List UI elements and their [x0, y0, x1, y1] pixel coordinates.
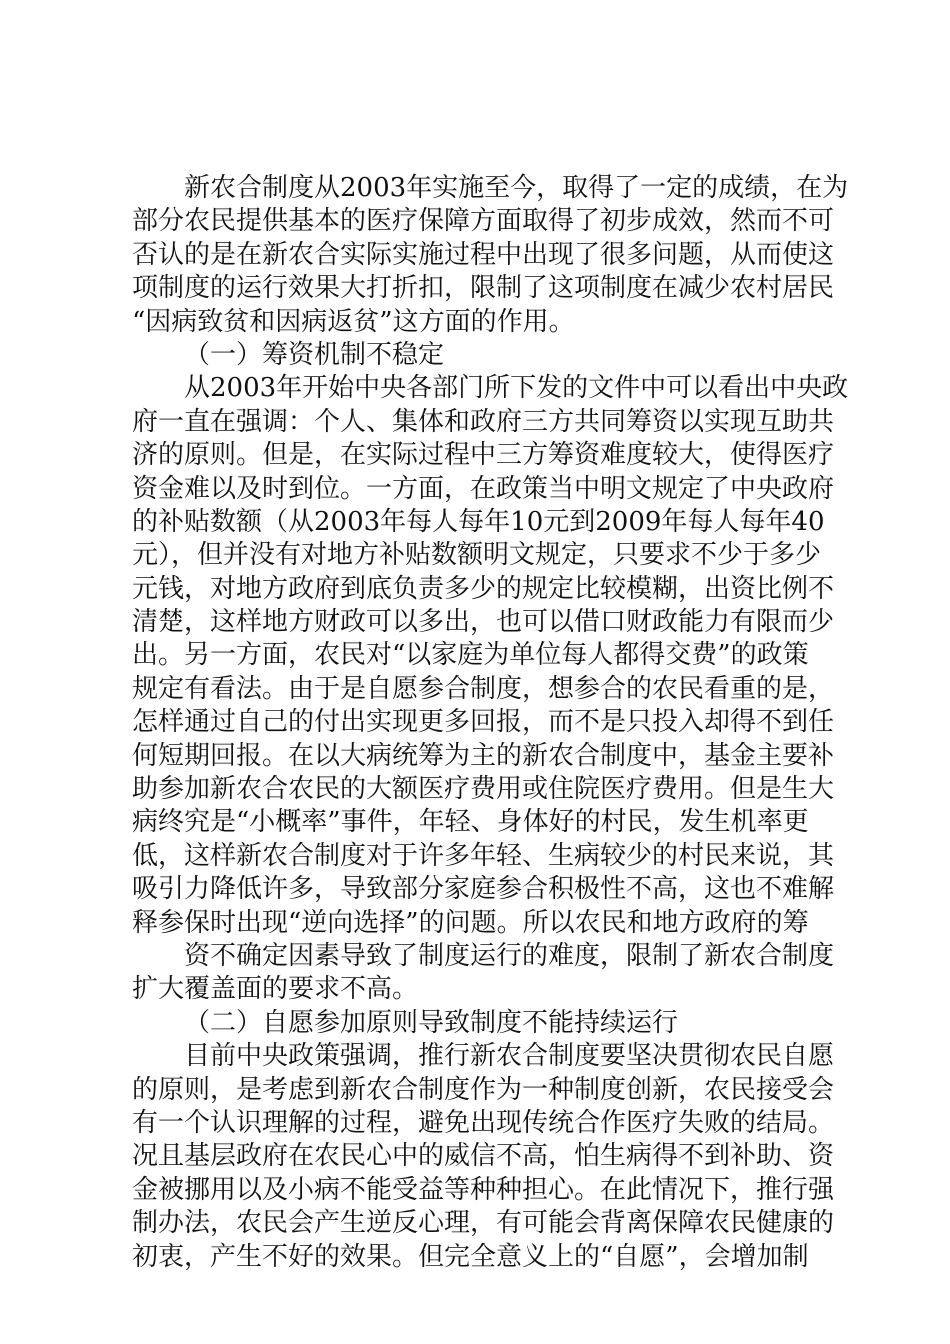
text-line: 扩大覆盖面的要求不高。	[132, 974, 419, 1005]
text-line: 清楚，这样地方财政可以多出，也可以借口财政能力有限而少	[132, 607, 835, 638]
text-line: 资不确定因素导致了制度运行的难度，限制了新农合制度	[184, 940, 835, 971]
text-line: 新农合制度从2003年实施至今，取得了一定的成绩，在为	[184, 173, 849, 203]
text-line: 规定有看法。由于是自愿参合制度，想参合的农民看重的是，	[132, 673, 835, 704]
text-line: （一）筹资机制不稳定	[184, 339, 445, 370]
text-line: 有一个认识理解的过程，避免出现传统合作医疗失败的结局。	[132, 1107, 835, 1138]
text-line: 部分农民提供基本的医疗保障方面取得了初步成效，然而不可	[132, 206, 835, 237]
text-line: 初衷，产生不好的效果。但完全意义上的“自愿”，会增加制	[132, 1241, 809, 1272]
text-line: 何短期回报。在以大病统筹为主的新农合制度中，基金主要补	[132, 740, 835, 771]
text-line: 出。另一方面，农民对“以家庭为单位每人都得交费”的政策	[132, 640, 809, 671]
text-line: 济的原则。但是，在实际过程中三方筹资难度较大，使得医疗	[132, 440, 835, 471]
text-line: 制办法，农民会产生逆反心理，有可能会背离保障农民健康的	[132, 1208, 835, 1239]
text-line: 从2003年开始中央各部门所下发的文件中可以看出中央政	[184, 373, 849, 404]
text-line: 府一直在强调：个人、集体和政府三方共同筹资以实现互助共	[132, 406, 835, 437]
text-line: 病终究是“小概率”事件，年轻、身体好的村民，发生机率更	[132, 807, 809, 838]
text-line: 项制度的运行效果大打折扣，限制了这项制度在减少农村居民	[132, 273, 835, 304]
text-line: 的补贴数额（从2003年每人每年10元到2009年每人每年40	[132, 506, 825, 537]
text-line: 低，这样新农合制度对于许多年轻、生病较少的村民来说，其	[132, 840, 835, 871]
text-line: 的原则，是考虑到新农合制度作为一种制度创新，农民接受会	[132, 1074, 835, 1105]
text-line: （二）自愿参加原则导致制度不能持续运行	[184, 1007, 679, 1038]
text-line: 元钱，对地方政府到底负责多少的规定比较模糊，出资比例不	[132, 573, 835, 604]
text-line: 助参加新农合农民的大额医疗费用或住院医疗费用。但是生大	[132, 774, 835, 805]
text-line: 释参保时出现“逆向选择”的问题。所以农民和地方政府的筹	[132, 907, 809, 938]
text-line: 目前中央政策强调，推行新农合制度要坚决贯彻农民自愿	[184, 1041, 835, 1072]
text-line: 况且基层政府在农民心中的威信不高，怕生病得不到补助、资	[132, 1141, 835, 1172]
document-body	[132, 172, 849, 1274]
text-line: 资金难以及时到位。一方面，在政策当中明文规定了中央政府	[132, 473, 835, 504]
text-line: 元），但并没有对地方补贴数额明文规定，只要求不少于多少	[132, 540, 822, 571]
text-line: 怎样通过自己的付出实现更多回报，而不是只投入却得不到任	[132, 707, 835, 738]
text-line: 吸引力降低许多，导致部分家庭参合积极性不高，这也不难解	[132, 874, 835, 905]
text-line: 金被挪用以及小病不能受益等种种担心。在此情况下，推行强	[132, 1174, 835, 1205]
text-line: 否认的是在新农合实际实施过程中出现了很多问题，从而使这	[132, 239, 835, 270]
text-line: “因病致贫和因病返贫”这方面的作用。	[132, 306, 575, 337]
